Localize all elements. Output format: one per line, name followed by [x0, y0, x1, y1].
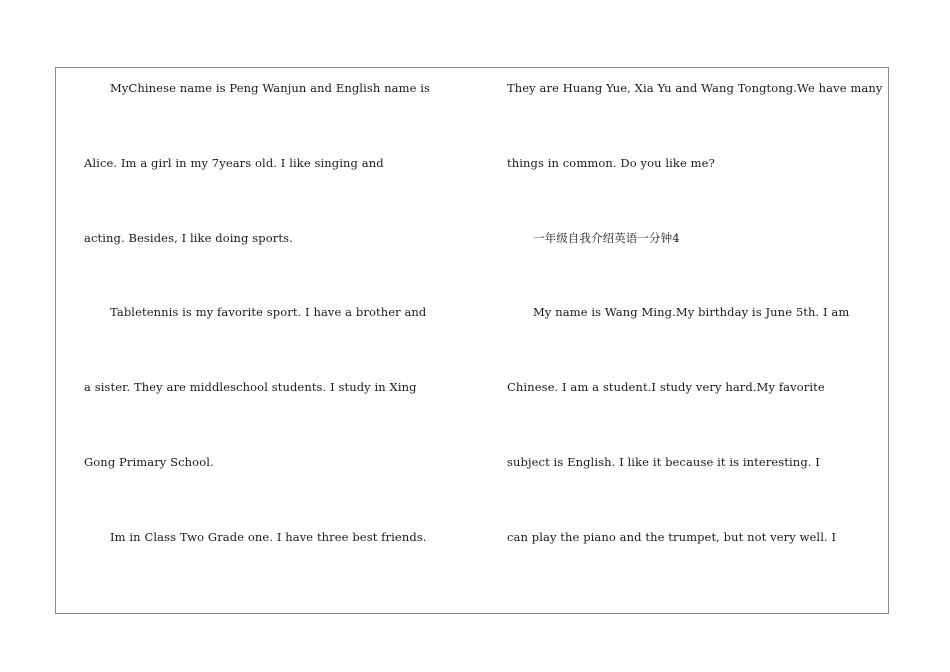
page-frame — [55, 67, 889, 614]
text-line: subject is English. I like it because it is interesting. I — [507, 455, 820, 469]
text-line: My name is Wang Ming.My birthday is June 5th. I am — [533, 305, 850, 319]
text-line: things in common. Do you like me? — [507, 156, 715, 170]
text-line: They are Huang Yue, Xia Yu and Wang Tongtong.We have many — [507, 81, 883, 95]
text-line: can play the piano and the trumpet, but not very well. I — [507, 530, 837, 544]
text-line: Chinese. I am a student.I study very hard.My favorite — [507, 380, 825, 394]
text-line: Tabletennis is my favorite sport. I have a brother and — [110, 305, 427, 319]
text-line: MyChinese name is Peng Wanjun and English name is — [110, 81, 431, 95]
text-line: a sister. They are middleschool students. I study in Xing — [84, 380, 417, 394]
text-line: Gong Primary School. — [84, 455, 214, 469]
section-heading: 一年级自我介绍英语一分钟4 — [533, 231, 680, 245]
text-line: Im in Class Two Grade one. I have three best friends. — [110, 530, 427, 544]
text-line: Alice. Im a girl in my 7years old. I like singing and — [84, 156, 384, 170]
text-line: acting. Besides, I like doing sports. — [84, 231, 293, 245]
